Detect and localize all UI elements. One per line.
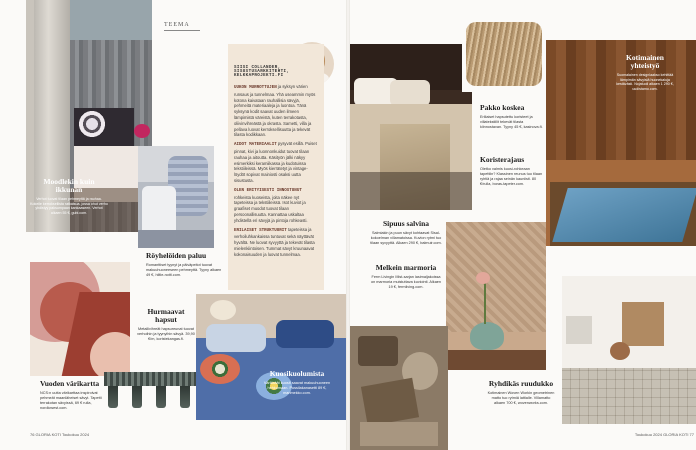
caption-body: Verhot tuovat tilaan pehmeyttä ja rauhaa. Kokeile kerroksellista ratkaisua, jossa ohut verho yhdistyy paksumpaan kankaaseen. Verhot alkaen 55 €, gubi.com. bbox=[30, 196, 108, 216]
caption-moodlekin bbox=[30, 178, 108, 216]
white-bed-photo bbox=[350, 44, 472, 210]
stone-tray-photo bbox=[350, 326, 448, 450]
interview-heading: OLEN ERITYISESTI INNOSTUNUT bbox=[234, 188, 302, 193]
caption-pakko bbox=[480, 104, 544, 130]
section-label: TEEMA bbox=[164, 22, 190, 28]
caption-title: Pakko koskea bbox=[480, 103, 525, 112]
caption-body: Suomalainen designlaakso kehittää lämpimän sävyisiä huonekaluja kestävästi. Nojatuoli alkaen 1 290 €, uudistamo.com. bbox=[616, 72, 674, 92]
interview-heading: ERILAISET STRUKTUURIT bbox=[234, 228, 287, 233]
caption-ryhdikas bbox=[486, 380, 556, 406]
caption-title: Melkein marmoria bbox=[375, 263, 437, 272]
caption-royhelo bbox=[146, 252, 224, 278]
interview-text: rohkeista kuoseista, joita näkee nyt tapeteissa ja tekstiileissä. Isot kuviot ja graafiset muodot tuovat tilaan persoonallisuutta. Kannattaa uskaltaa yhdistellä eri sävyjä ja pintoja rohkeasti. bbox=[234, 194, 308, 223]
caption-body: Oletko valmis kuosi-rohkeaan tapettiin? Klassinen reunus tuo tilaan ryhtiä ja rajaa seinän kauniisti. 80 €/rulla, boras-tapeter.com. bbox=[480, 166, 543, 187]
interview-heading: AIDOT MATERIAALIT bbox=[234, 143, 277, 148]
tassel-trim-photo bbox=[104, 368, 196, 414]
caption-title: Ryhdikäs ruudukko bbox=[488, 379, 554, 388]
interview-box bbox=[228, 44, 324, 290]
caption-koristerajaus bbox=[480, 156, 544, 187]
caption-kotimainen bbox=[612, 54, 678, 92]
caption-body: NCS:n uutta värikarttaa inspiroivat pehmeät maanläheiset sävyt. Tapetti terrakotan sävyissä, 69 € rulla, nordicwest.com. bbox=[40, 390, 102, 411]
interview-text: ja syksyn värien runsaus ja tunnelmaa. Yhä useammin myös kotona kaivataan rauhallisia sävyjä, pehmeitä materiaaleja ja luontoa. Tänä syksynä kodit saavat uuden ilmeen lämpimistä väreistä, kuten terrakotasta, oliivinvihreästä ja okrasta. Sametti, villa ja pellava luovat kerroksellisuutta ja tekevät tilasta kodikkaan. bbox=[234, 84, 316, 138]
caption-body: Ferm Livingin Mist-sarjan lasimaljakoissa on marmoria muistuttava kuviointi. Alkaen 19 €, fermliving.com. bbox=[370, 274, 442, 290]
caption-body: Metallivihreät hapsureunat tuovat verhoihin ja tyynyihin sävyä. 39,90 €/m, koristekangas.fi. bbox=[137, 326, 195, 341]
blue-bedding-photo bbox=[196, 294, 346, 420]
ruffle-bedding-photo bbox=[138, 146, 214, 248]
interview-heading: UUKON MURROTTUJEN bbox=[234, 86, 277, 90]
caption-title: Kuosikuolumista bbox=[269, 369, 325, 378]
fringe-pillow-photo bbox=[462, 18, 546, 92]
footer-right: Toukokuu 2024 GLORIA KOTI 77 bbox=[634, 432, 694, 437]
caption-kuosikuolumista bbox=[254, 370, 340, 396]
caption-melkein bbox=[370, 264, 442, 290]
caption-sipuus bbox=[370, 220, 442, 246]
caption-body: Värikkäät kuosit saavat makuuhuoneen hehkumaan. Pussilakanasetti 89 €, marimekko.com. bbox=[263, 380, 331, 396]
caption-title: Kotimainen yhteistyö bbox=[626, 53, 664, 70]
caption-title: Röyhelöiden paluu bbox=[146, 251, 207, 260]
caption-body: Kotimainen Woven Workin geometrinen matto tuo rytmiä lattialle. Villamatto alkaen 700 €, wovenworks.com. bbox=[487, 390, 555, 406]
marble-vase-photo bbox=[446, 222, 546, 370]
caption-vaerikartta bbox=[40, 380, 106, 411]
caption-title: Moodlekin kuin ikkunan bbox=[43, 177, 95, 194]
blue-rug-photo bbox=[550, 182, 696, 246]
caption-body: Eriliaiset hapsutettu koristeet ja villatekstiilit tekevät tilasta kiinnostavan. Tyyny 45 €, kasinova.fi. bbox=[480, 114, 543, 130]
caption-body: Romanttiset tyynyt ja päiväpeitot tuovat makuuhuoneeseen pehmeyttä. Tyyny alkaen 49 €, hiltle-notti.com. bbox=[146, 262, 222, 278]
interview-text: pysyvät esillä. Puiset pinnat, kivi ja luonnonkuidut tuovat tilaan rauhaa ja aitoutta. Käsityön jälki näkyy esimerkiksi keramiikassa ja kudotuissa tekstiileissä. Myös kierrätetyt ja vintage-löydöt sopivat mainiosti osaksi uutta sisustusta. bbox=[234, 141, 317, 183]
caption-title: Vuoden värikartta bbox=[40, 379, 100, 388]
interview-role-1: SISUSTUSARKKITEHTI, bbox=[234, 70, 290, 74]
wallpaper-swatch-photo bbox=[30, 262, 130, 376]
caption-title: Sipuus salvina bbox=[382, 219, 430, 228]
interview-text: tapeteissa ja verhoiluhkankaissa tuntuvat sekä näyttävät hyvältä. Ne luovat syvyyttä ja tekevät tilasta mielenkiintoisen. Tummat sävyt kruunaavat kokonaisuuden ja luovat tunnelmaa. bbox=[234, 226, 315, 257]
grid-rug-room-photo bbox=[562, 276, 696, 424]
section-header bbox=[164, 22, 204, 31]
caption-hurmaavat bbox=[136, 308, 196, 342]
interview-role-2: KELKKAPROJEKTI.FI bbox=[234, 74, 284, 78]
interview-name: SIISI COLLANDER, bbox=[234, 66, 281, 70]
footer-left: 76 GLORIA KOTI Toukokuu 2024 bbox=[30, 432, 90, 437]
caption-body: Salmiakin ja puun sävyt kohtaavat Sisal-kokoelman villamatoissa. Kuvion rytmi tuo tilaan syvyyttä. Alkaen 290 €, balmuir.com. bbox=[370, 230, 442, 246]
caption-title: Hurmaavat hapsut bbox=[147, 307, 185, 324]
caption-title: Koristerajaus bbox=[480, 155, 525, 164]
